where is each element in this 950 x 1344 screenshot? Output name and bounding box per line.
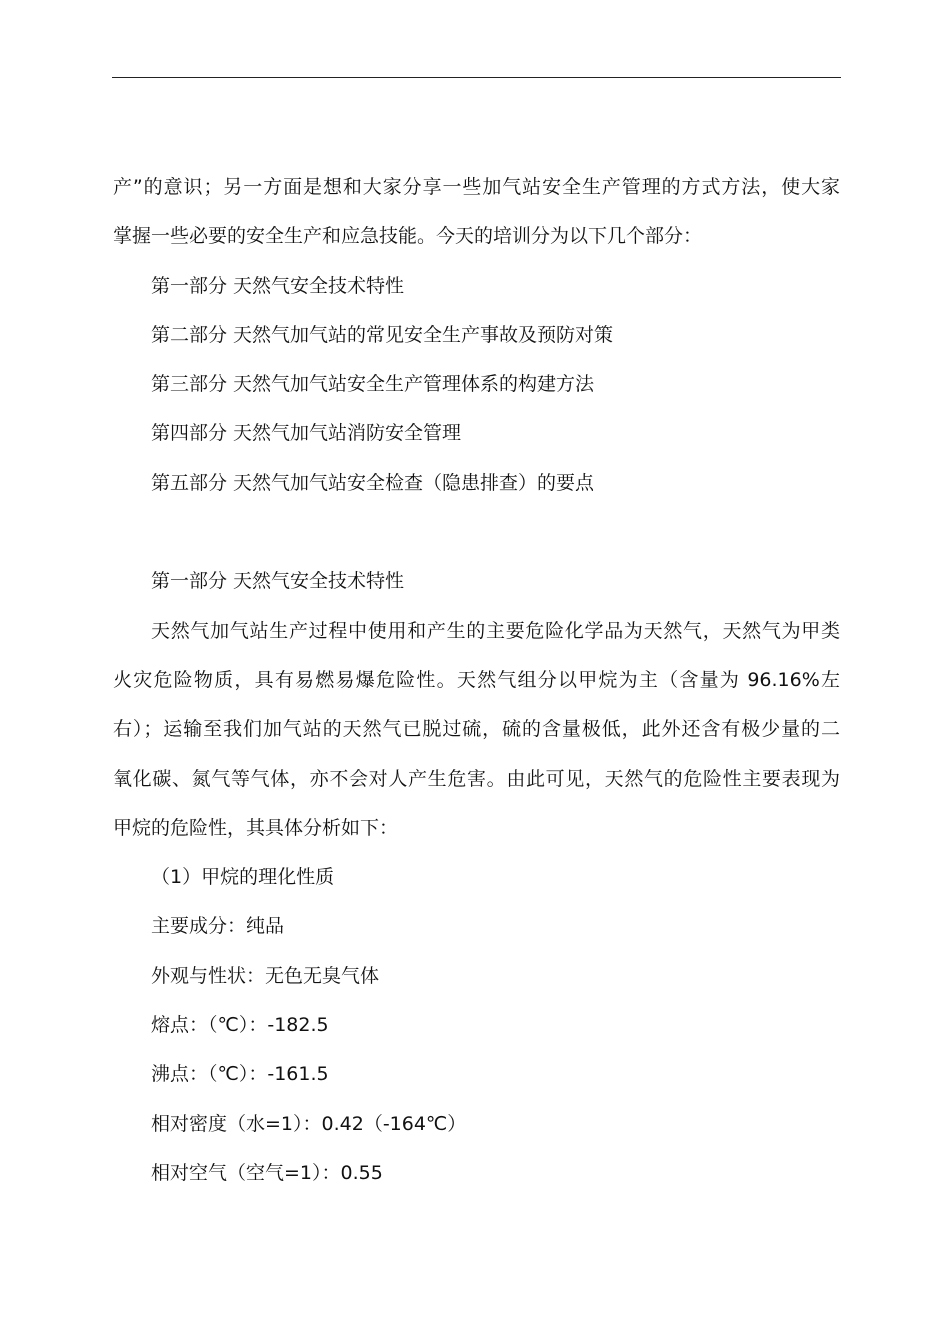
property-appearance: 外观与性状：无色无臭气体 xyxy=(151,964,380,987)
intro-line-1: 产”的意识；另一方面是想和大家分享一些加气站安全生产管理的方式方法，使大家 xyxy=(113,176,840,198)
toc-item-4: 第四部分 天然气加气站消防安全管理 xyxy=(151,422,462,445)
property-relative-density-water: 相对密度（水=1）：0.42（-164℃） xyxy=(151,1112,467,1135)
property-main-component: 主要成分：纯品 xyxy=(151,915,285,938)
paragraph-line-4: 氧化碳、氮气等气体，亦不会对人产生危害。由此可见，天然气的危险性主要表现为 xyxy=(113,767,840,790)
toc-item-2: 第二部分 天然气加气站的常见安全生产事故及预防对策 xyxy=(151,323,614,346)
blank-line xyxy=(113,508,840,557)
subheading: （1）甲烷的理化性质 xyxy=(151,866,335,889)
property-relative-density-air: 相对空气（空气=1）：0.55 xyxy=(151,1161,383,1184)
section-heading: 第一部分 天然气安全技术特性 xyxy=(151,570,405,593)
property-melting-point: 熔点：（℃）：-182.5 xyxy=(151,1014,329,1037)
intro-line-2: 掌握一些必要的安全生产和应急技能。今天的培训分为以下几个部分： xyxy=(113,225,703,248)
property-boiling-point: 沸点：（℃）：-161.5 xyxy=(151,1063,329,1086)
paragraph-line-2: 火灾危险物质，具有易燃易爆危险性。天然气组分以甲烷为主（含量为 96.16%左 xyxy=(113,668,840,691)
header-rule xyxy=(112,77,841,78)
toc-item-1: 第一部分 天然气安全技术特性 xyxy=(151,274,405,297)
toc-item-3: 第三部分 天然气加气站安全生产管理体系的构建方法 xyxy=(151,373,595,396)
document-body xyxy=(113,163,840,1198)
toc-item-5: 第五部分 天然气加气站安全检查（隐患排查）的要点 xyxy=(151,471,595,494)
paragraph-line-5: 甲烷的危险性，其具体分析如下： xyxy=(113,816,399,839)
paragraph-line-3: 右）；运输至我们加气站的天然气已脱过硫，硫的含量极低，此外还含有极少量的二 xyxy=(113,718,840,741)
paragraph-line-1: 天然气加气站生产过程中使用和产生的主要危险化学品为天然气，天然气为甲类 xyxy=(151,619,840,642)
